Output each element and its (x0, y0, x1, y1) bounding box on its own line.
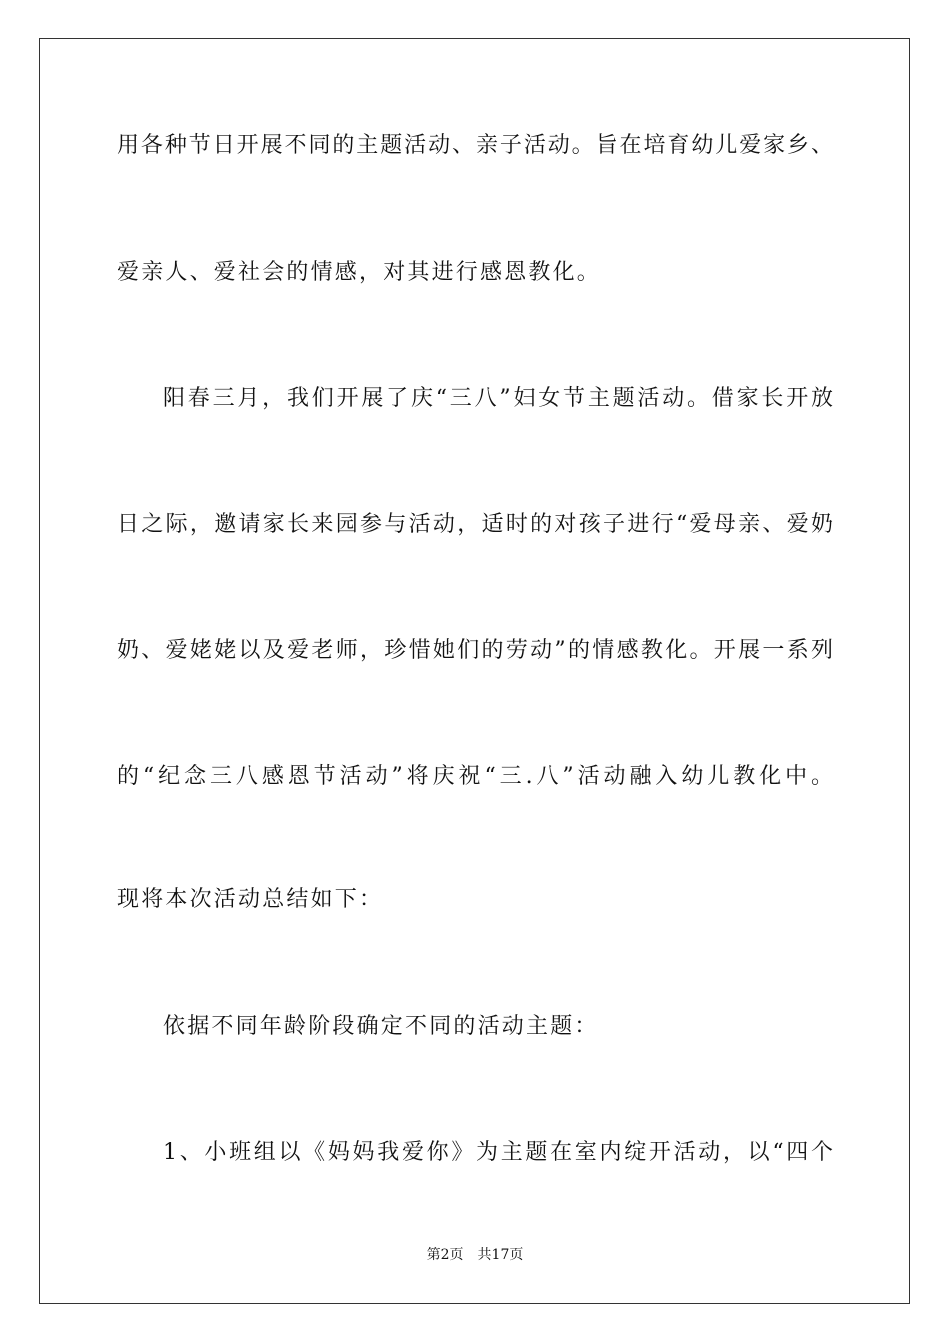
paragraph-line: 奶、爱姥姥以及爱老师，珍惜她们的劳动”的情感教化。开展一系列 (117, 638, 833, 663)
paragraph-line: 1、小班组以《妈妈我爱你》为主题在室内绽开活动，以“四个 (163, 1140, 833, 1165)
page-footer (0, 1246, 950, 1264)
paragraph-line: 现将本次活动总结如下： (117, 887, 384, 912)
page-border (39, 38, 910, 1304)
paragraph-line: 日之际，邀请家长来园参与活动，适时的对孩子进行“爱母亲、爱奶 (117, 512, 833, 537)
paragraph-line: 爱亲人、爱社会的情感，对其进行感恩教化。 (117, 260, 602, 285)
page-total: 共17页 (477, 1247, 524, 1263)
paragraph-line: 依据不同年龄阶段确定不同的活动主题： (163, 1014, 599, 1039)
page-number: 第2页 (426, 1247, 464, 1263)
paragraph-line: 的“纪念三八感恩节活动”将庆祝“三.八”活动融入幼儿教化中。 (117, 764, 833, 789)
paragraph-line: 阳春三月，我们开展了庆“三八”妇女节主题活动。借家长开放 (163, 386, 833, 411)
paragraph-line: 用各种节日开展不同的主题活动、亲子活动。旨在培育幼儿爱家乡、 (117, 133, 833, 158)
